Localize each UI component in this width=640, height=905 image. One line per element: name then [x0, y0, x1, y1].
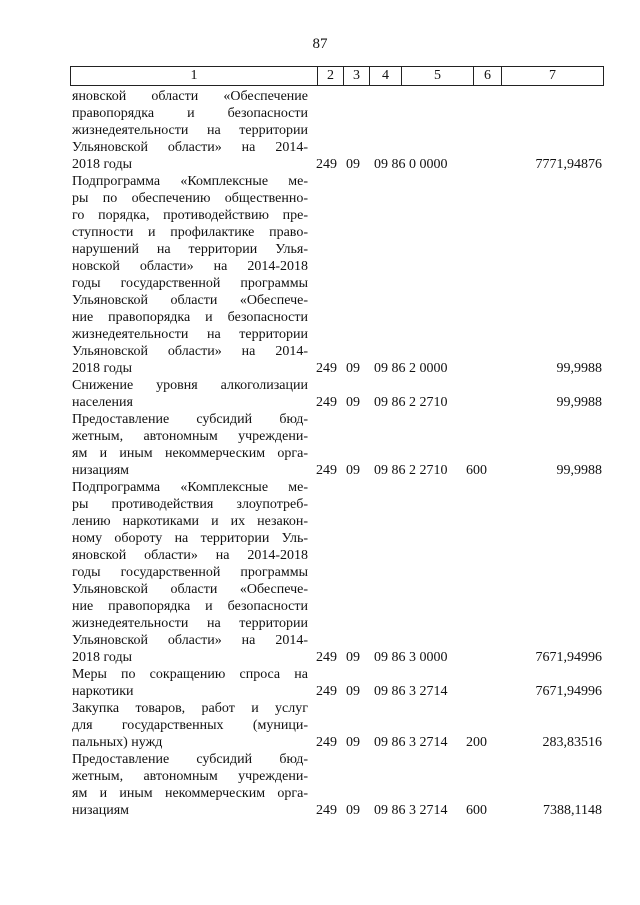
table-row [72, 88, 604, 173]
cell-section: 09 [346, 157, 360, 172]
cell-expense-type: 200 [466, 735, 487, 750]
header-col-4: 4 [369, 67, 401, 85]
description-line: низациям [72, 803, 130, 818]
table-row [72, 700, 604, 751]
description-line: Предоставление субсидий бюд- [72, 752, 308, 767]
table-row [72, 751, 604, 819]
description-line: ям и иным некоммерческим орга- [72, 446, 308, 461]
row-description [72, 173, 316, 377]
cell-admin-code: 249 [316, 735, 337, 750]
cell-amount: 7771,94876 [535, 157, 602, 172]
cell-amount: 283,83516 [542, 735, 602, 750]
cell-target-article: 09 86 3 2714 [374, 803, 448, 818]
header-col-7: 7 [501, 67, 603, 85]
row-description [72, 411, 316, 479]
description-line: 2018 годы [72, 157, 133, 172]
description-line: яновской области» на 2014-2018 [72, 548, 308, 563]
row-description [72, 666, 316, 700]
cell-admin-code: 249 [316, 650, 337, 665]
cell-target-article: 09 86 2 0000 [374, 361, 448, 376]
header-col-3: 3 [343, 67, 369, 85]
description-line: годы государственной программы [72, 276, 308, 291]
description-line: ры по обеспечению общественно- [72, 191, 308, 206]
description-line: Ульяновской области» на 2014- [72, 633, 308, 648]
description-line: правопорядка и безопасности [72, 106, 308, 121]
description-line: ние правопорядка и безопасности [72, 599, 308, 614]
description-line: ние правопорядка и безопасности [72, 310, 308, 325]
table-row [72, 173, 604, 377]
cell-target-article: 09 86 2 2710 [374, 395, 448, 410]
description-line: годы государственной программы [72, 565, 308, 580]
header-col-6: 6 [473, 67, 501, 85]
description-line: ры противодействия злоупотреб- [72, 497, 308, 512]
cell-admin-code: 249 [316, 361, 337, 376]
table-row [72, 411, 604, 479]
description-line: наркотики [72, 684, 134, 699]
cell-section: 09 [346, 361, 360, 376]
header-col-1: 1 [190, 68, 198, 83]
description-line: Подпрограмма «Комплексные ме- [72, 174, 308, 189]
description-line: жизнедеятельности на территории [72, 123, 308, 138]
description-line: 2018 годы [72, 650, 133, 665]
description-line: жетным, автономным учреждени- [72, 769, 308, 784]
description-line: низациям [72, 463, 130, 478]
row-description [72, 751, 316, 819]
description-line: жизнедеятельности на территории [72, 327, 308, 342]
cell-section: 09 [346, 463, 360, 478]
cell-target-article: 09 86 2 2710 [374, 463, 448, 478]
row-description [72, 479, 316, 666]
cell-section: 09 [346, 735, 360, 750]
row-description [72, 700, 316, 751]
description-line: Закупка товаров, работ и услуг [72, 701, 308, 716]
row-description [72, 377, 316, 411]
description-line: Ульяновской области «Обеспече- [72, 582, 308, 597]
description-line: го порядка, противодействию пре- [72, 208, 308, 223]
description-line: 2018 годы [72, 361, 133, 376]
description-line: для государственных (муници- [72, 718, 308, 733]
table-row [72, 666, 604, 700]
cell-target-article: 09 86 3 0000 [374, 650, 448, 665]
cell-amount: 99,9988 [556, 463, 602, 478]
cell-section: 09 [346, 395, 360, 410]
cell-amount: 99,9988 [556, 361, 602, 376]
cell-amount: 7671,94996 [535, 650, 602, 665]
cell-target-article: 09 86 0 0000 [374, 157, 448, 172]
cell-admin-code: 249 [316, 684, 337, 699]
page-number: 87 [312, 36, 328, 52]
cell-admin-code: 249 [316, 803, 337, 818]
table-row [72, 479, 604, 666]
table-header [70, 66, 604, 86]
description-line: ступности и профилактике право- [72, 225, 308, 240]
cell-admin-code: 249 [316, 463, 337, 478]
table-row [72, 377, 604, 411]
description-line: Ульяновской области» на 2014- [72, 140, 308, 155]
description-line: Подпрограмма «Комплексные ме- [72, 480, 308, 495]
cell-admin-code: 249 [316, 395, 337, 410]
description-line: жизнедеятельности на территории [72, 616, 308, 631]
description-line: пальных) нужд [72, 735, 163, 750]
cell-expense-type: 600 [466, 803, 487, 818]
cell-section: 09 [346, 650, 360, 665]
cell-amount: 99,9988 [556, 395, 602, 410]
description-line: Ульяновской области «Обеспече- [72, 293, 308, 308]
description-line: нарушений на территории Улья- [72, 242, 308, 257]
description-line: яновской области «Обеспечение [72, 89, 308, 104]
description-line: жетным, автономным учреждени- [72, 429, 308, 444]
description-line: ному обороту на территории Уль- [72, 531, 308, 546]
cell-target-article: 09 86 3 2714 [374, 735, 448, 750]
cell-amount: 7388,1148 [543, 803, 602, 818]
description-line: Снижение уровня алкоголизации [72, 378, 308, 393]
cell-expense-type: 600 [466, 463, 487, 478]
description-line: Ульяновской области» на 2014- [72, 344, 308, 359]
header-col-5: 5 [401, 67, 473, 85]
header-col-2: 2 [317, 67, 343, 85]
cell-section: 09 [346, 684, 360, 699]
cell-admin-code: 249 [316, 157, 337, 172]
row-description [72, 88, 316, 173]
description-line: населения [72, 395, 133, 410]
description-line: Меры по сокращению спроса на [72, 667, 308, 682]
cell-target-article: 09 86 3 2714 [374, 684, 448, 699]
cell-amount: 7671,94996 [535, 684, 602, 699]
description-line: ям и иным некоммерческим орга- [72, 786, 308, 801]
description-line: Предоставление субсидий бюд- [72, 412, 308, 427]
table-body [72, 88, 604, 819]
description-line: новской области» на 2014-2018 [72, 259, 308, 274]
description-line: лению наркотиками и их незакон- [72, 514, 308, 529]
cell-section: 09 [346, 803, 360, 818]
